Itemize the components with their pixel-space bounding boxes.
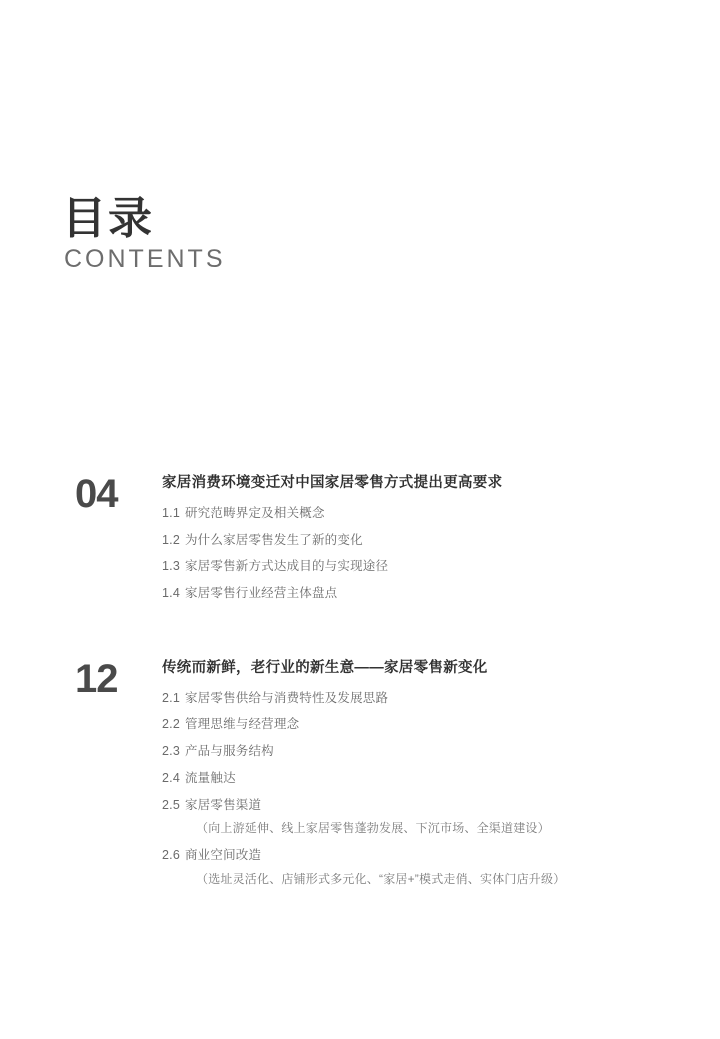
item-label: 家居零售新方式达成目的与实现途径: [184, 559, 389, 574]
item-subtext: （向上游延伸、线上家居零售蓬勃发展、下沉市场、全渠道建设）: [196, 821, 550, 836]
section-number: 12: [75, 656, 118, 701]
page-title: [62, 196, 226, 274]
item-index: 2.3: [162, 744, 180, 759]
list-item[interactable]: [162, 718, 720, 732]
section-heading[interactable]: 家居消费环境变迁对中国家居零售方式提出更高要求: [162, 475, 503, 491]
item-label: 商业空间改造: [184, 847, 262, 862]
list-item[interactable]: [162, 534, 720, 548]
item-label: 家居零售渠道: [184, 797, 262, 812]
item-subtext: （选址灵活化、店铺形式多元化、“家居+”模式走俏、实体门店升级）: [196, 871, 566, 886]
toc-sections: [0, 470, 720, 924]
title-chinese: 目录: [62, 194, 154, 243]
item-index: 2.5: [162, 797, 180, 812]
item-label: 产品与服务结构: [184, 744, 274, 759]
item-label: 家居零售供给与消费特性及发展思路: [184, 690, 389, 705]
item-index: 1.2: [162, 532, 180, 547]
toc-section: [0, 474, 720, 601]
list-item[interactable]: [162, 772, 720, 786]
item-label: 流量触达: [184, 770, 236, 785]
list-item[interactable]: [162, 587, 720, 601]
list-item[interactable]: [162, 692, 720, 706]
item-index: 1.1: [162, 505, 180, 520]
section-number: 04: [75, 472, 118, 516]
list-item[interactable]: [162, 745, 720, 759]
item-label: 家居零售行业经营主体盘点: [184, 586, 338, 601]
list-item[interactable]: [162, 560, 720, 574]
section-heading[interactable]: 传统而新鲜，老行业的新生意——家居零售新变化: [162, 659, 488, 676]
section-item-list: [162, 507, 720, 601]
item-index: 2.2: [162, 717, 180, 732]
item-index: 2.4: [162, 770, 180, 785]
title-english: CONTENTS: [64, 245, 226, 274]
section-item-list: [162, 692, 720, 886]
item-label: 研究范畴界定及相关概念: [184, 505, 325, 520]
item-index: 1.3: [162, 559, 180, 574]
item-index: 2.6: [162, 847, 180, 862]
list-item[interactable]: [162, 799, 720, 813]
toc-section: [0, 656, 720, 886]
item-index: 1.4: [162, 586, 180, 601]
item-label: 管理思维与经营理念: [184, 717, 300, 732]
list-item[interactable]: [162, 849, 720, 863]
item-index: 2.1: [162, 690, 180, 705]
list-item[interactable]: [162, 507, 720, 521]
item-label: 为什么家居零售发生了新的变化: [184, 532, 363, 547]
